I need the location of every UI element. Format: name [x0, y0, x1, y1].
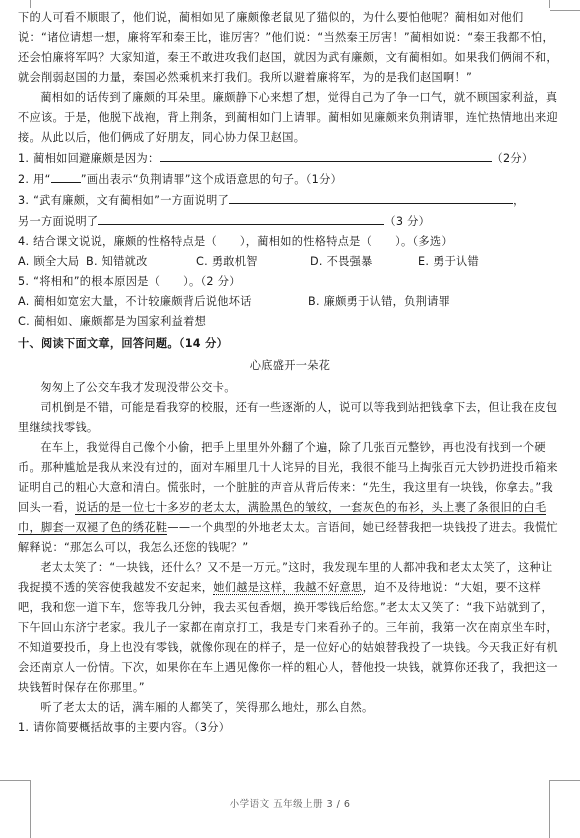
- option-b[interactable]: B. 知错就改: [86, 255, 148, 268]
- page-footer: 小学语文 五年级上册 3 / 6: [229, 799, 351, 810]
- passage-paragraph: 蔺相如的话传到了廉颇的耳朵里。廉颇静下心来想了想，觉得自己为了争一口气，就不顾国家利益，真不应该。于是，他脱下战袍，背上荆条，到蔺相如门上请罪。蔺相如见廉颇来负荆请罪，连忙热情地出来迎接。从此以后，他们俩成了好朋友，同心协力保卫赵国。: [18, 91, 558, 144]
- story-question-1: 1. 请你简要概括故事的主要内容。（3分）: [18, 721, 231, 734]
- question-3-cont: 另一方面说明了 （3 分）: [18, 211, 562, 232]
- answer-blank[interactable]: [51, 169, 81, 183]
- story-paragraph: 在车上，我觉得自己像个小偷，把手上里里外外翻了个遍，除了几张百元整钞，再也没有找到一个硬币。那种尴尬是我从来没有过的，面对车厢里几十人诧异的目光，我很不能马上掏张百元大钞扔进投币箱来证明自己的粗心大意和清白。慌张时，一个脏脏的声音从背后传来：“先生，我这里有一块钱，你拿去。”我回头一看，说话的是一位七十多岁的老太太，满脸黑色的皱纹，一套灰色的布衫，头上裹了条很旧的白毛巾，脚套一双褪了色的绣花鞋——一个典型的外地老太太。言语间，她已经替我把一块钱投了进去。我慌忙解释说：“那怎么可以，我怎么还您的钱呢？”: [18, 441, 558, 554]
- question-4: 4. 结合课文说说，廉颇的性格特点是（ ），蔺相如的性格特点是（ ）。（多选）: [18, 235, 453, 248]
- answer-blank[interactable]: [98, 211, 384, 225]
- dotted-sentence: 她们越是这样，我越不好意思: [213, 581, 363, 594]
- question-4-options: [18, 252, 562, 272]
- option-b[interactable]: B. 廉颇勇于认错，负荆请罪: [308, 295, 451, 308]
- story-paragraph: 听了老太太的话，满车厢的人都笑了，笑得那么地灶，那么自然。: [40, 701, 374, 714]
- crop-mark: [550, 780, 580, 781]
- story-title: 心底盛开一朵花: [249, 359, 331, 372]
- option-c[interactable]: C. 勇敢机智: [196, 255, 258, 268]
- section-heading: 十、阅读下面文章，回答问题。（14 分）: [18, 337, 229, 350]
- story-paragraph: 匆匆上了公交车我才发现没带公交卡。: [40, 381, 236, 394]
- option-a[interactable]: A. 蔺相如宽宏大量，不计较廉颇背后说他坏话: [18, 295, 252, 308]
- option-c[interactable]: C. 蔺相如、廉颇都是为国家利益着想: [18, 315, 207, 328]
- answer-blank[interactable]: [160, 148, 492, 162]
- answer-blank[interactable]: [229, 190, 513, 204]
- option-d[interactable]: D. 不畏强暴: [310, 255, 373, 268]
- question-1: 1. 蔺相如回避廉颇是因为： （2分）: [18, 148, 562, 169]
- story-paragraph: 司机倒是不错，可能是看我穿的校服，还有一些逐渐的人，说可以等我到站把钱拿下去，但让我在皮包里继续找零钱。: [18, 401, 558, 434]
- story-paragraph: 老太太笑了：“一块钱，还什么？又不是一万元。”这时，我发现车里的人都冲我和老太太笑了，这种让我捉摸不透的笑容使我越发不安起来，她们越是这样，我越不好意思，迫不及待地说：“大姐，要不这样吧，我和您一道下车，您等我几分钟，我去买包香烟，换开零钱后给您。”老太太又笑了：“我下站就到了，下午回山东济宁老家。我儿子一家都在南京打工，我是专门来看孙子的。三年前，我第一次在南京坐车时，不知道要投币，身上也没有零钱，就像你现在的样子，是一位好心的姑娘替我投了一块钱。今天我正好有机会还南京人一份情。下次，如果你在车上遇见像你一样的粗心人，替他投一块钱，就算你还我了，我把这一块钱暂时保存在你那里。”: [18, 561, 558, 694]
- question-2: 2. 用“ ”画出表示“负荆请罪”这个成语意思的句子。（1分）: [18, 169, 562, 190]
- passage-paragraph: 下的人可看不顺眼了，他们说，蔺相如见了廉颇像老鼠见了猫似的，为什么要怕他呢？蔺相如对他们说：“诸位请想一想，廉将军和秦王比，谁厉害？”他们说：“当然秦王厉害！”蔺相如说：“秦王我都不怕，还会怕廉将军吗？大家知道，秦王不敢进攻我们赵国，就因为武有廉颇，文有蔺相如。如果我们俩闹不和，就会削弱赵国的力量，秦国必然乘机来打我们。我所以避着廉将军，为的是我们赵国啊！”: [18, 11, 558, 84]
- crop-mark: [549, 0, 550, 8]
- question-5: 5. “将相和”的根本原因是（ ）。（2 分）: [18, 275, 241, 288]
- option-e[interactable]: E. 勇于认错: [418, 255, 480, 268]
- question-5-options: [18, 292, 562, 312]
- crop-mark: [0, 780, 30, 781]
- exam-page: [18, 8, 562, 738]
- crop-mark: [30, 0, 31, 8]
- underlined-sentence: 说话的是一位七十多岁的老太太，满脸黑色的皱纹，一套灰色的布衫，头上裹了条很旧的白毛巾，脚套一双褪了色的绣花鞋: [18, 501, 547, 534]
- option-a[interactable]: A. 顾全大局: [18, 255, 80, 268]
- question-3: 3. “武有廉颇，文有蔺相如”一方面说明了 ，: [18, 190, 562, 211]
